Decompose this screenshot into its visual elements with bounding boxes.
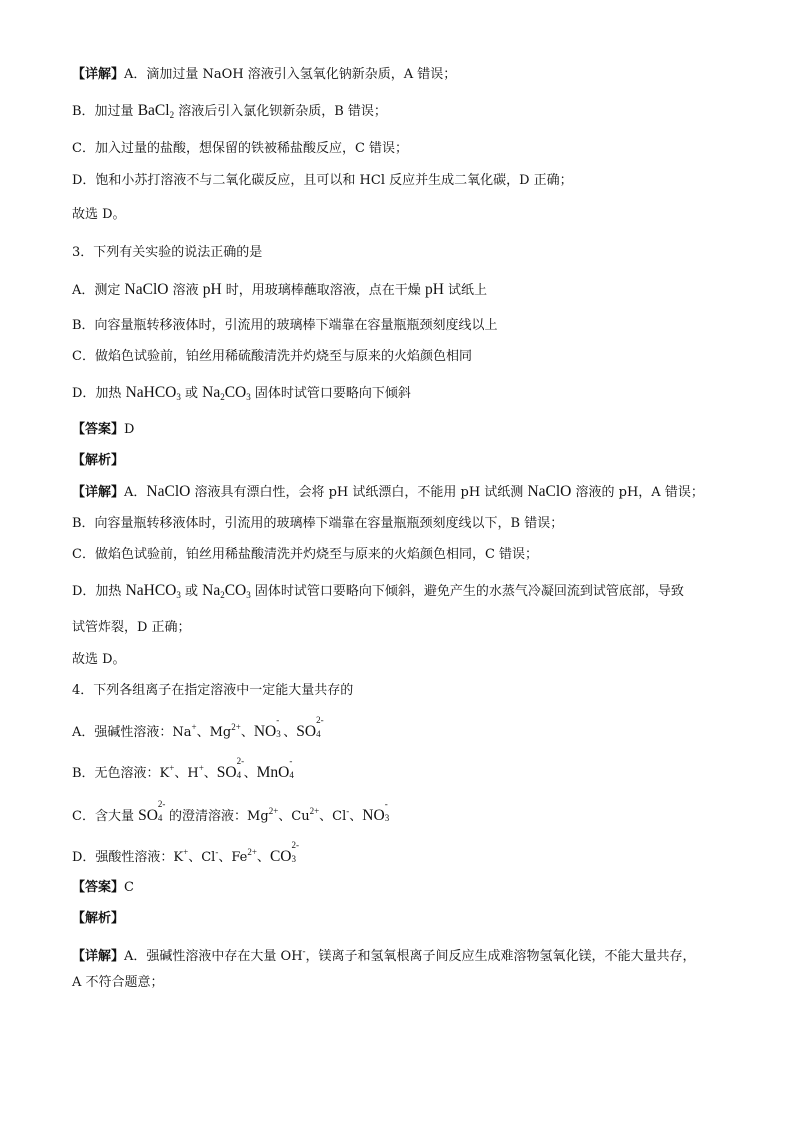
q2-detail-b: B．加过量 BaCl$_2$ 溶液后引入氯化钡新杂质，B 错误； xyxy=(72,102,387,120)
q3-stem: 3．下列有关实验的说法正确的是 xyxy=(72,245,263,260)
q2-detail-d: D．饱和小苏打溶液不与二氧化碳反应，且可以和 HCl 反应并生成二氧化碳，D 正确； xyxy=(72,173,573,188)
q4-option-a: A．强碱性溶液：Na+、$Mg^{2+}$、NO - 3 、SO 2- 4 xyxy=(72,715,324,740)
q3-analysis-label: 【解析】 xyxy=(72,453,125,468)
q4-detail-a: 【详解】A．强碱性溶液中存在大量 OH-，镁离子和氢氧根离子间反应生成难溶物氢氧化镁，不能大量共存， xyxy=(72,946,696,964)
q4-answer: 【答案】C xyxy=(72,880,134,895)
detail-label: 【详解】 xyxy=(72,67,125,82)
q3-option-c: C．做焰色试验前，铂丝用稀硫酸清洗并灼烧至与原来的火焰颜色相同 xyxy=(72,349,472,364)
q4-option-c: C．含大量 SO 2- 4 的澄清溶液：$Mg^{2+}$、$Cu^{2+}$、Cl-、NO - 3 xyxy=(72,799,390,824)
q4-analysis-label: 【解析】 xyxy=(72,911,125,926)
q3-detail-d-continued: 试管炸裂，D 正确； xyxy=(72,620,191,635)
answer-label: 【答案】 xyxy=(72,422,125,437)
q3-option-d: D．加热 NaHCO$_3$ 或 $Na_2CO_3$ 固体时试管口要略向下倾斜 xyxy=(72,384,411,402)
q2-conclusion: 故选 D。 xyxy=(72,207,126,222)
q3-option-b: B．向容量瓶转移液体时，引流用的玻璃棒下端靠在容量瓶瓶颈刻度线以上 xyxy=(72,318,498,333)
q2-detail-a: 【详解】A．滴加过量 NaOH 溶液引入氢氧化钠新杂质，A 错误； xyxy=(72,67,457,82)
q2-detail-c: C．加入过量的盐酸，想保留的铁被稀盐酸反应，C 错误； xyxy=(72,141,409,156)
q3-conclusion: 故选 D。 xyxy=(72,652,126,667)
q3-detail-d: D．加热 NaHCO$_3$ 或 $Na_2CO_3$ 固体时试管口要略向下倾斜，避免产生的水蒸气冷凝回流到试管底部，导致 xyxy=(72,582,684,600)
q3-answer: 【答案】D xyxy=(72,422,135,437)
q4-option-d: D．强酸性溶液：K+、Cl-、$Fe^{2+}$、CO 2- 3 xyxy=(72,840,299,865)
q4-detail-a-continued: A 不符合题意； xyxy=(72,975,164,990)
q3-option-a: A．测定 NaClO 溶液 pH 时，用玻璃棒蘸取溶液，点在干燥 pH 试纸上 xyxy=(72,281,488,298)
q4-option-b: B．无色溶液：K+、H+、SO 2- 4 、MnO - 4 xyxy=(72,756,294,781)
q3-detail-b: B．向容量瓶转移液体时，引流用的玻璃棒下端靠在容量瓶瓶颈刻度线以下，B 错误； xyxy=(72,516,564,531)
q3-detail-a: 【详解】A．NaClO 溶液具有漂白性，会将 pH 试纸漂白，不能用 pH 试纸测 NaClO 溶液的 pH，A 错误； xyxy=(72,483,704,500)
q3-detail-c: C．做焰色试验前，铂丝用稀盐酸清洗并灼烧至与原来的火焰颜色相同，C 错误； xyxy=(72,547,539,562)
q4-stem: 4．下列各组离子在指定溶液中一定能大量共存的 xyxy=(72,683,354,698)
